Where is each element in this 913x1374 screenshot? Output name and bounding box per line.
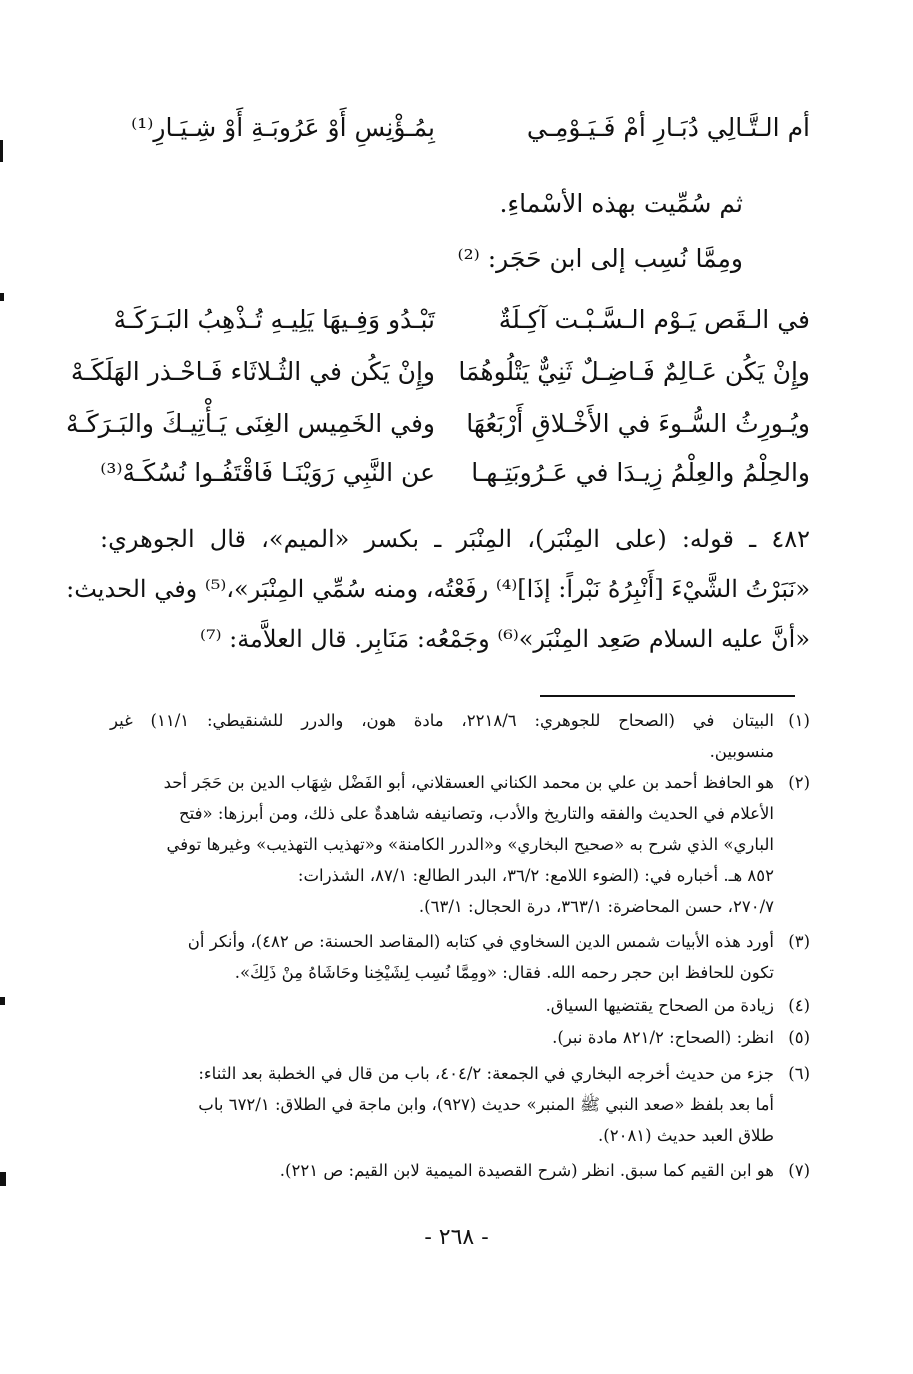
footnote-line: ٢٧٠/٧، حسن المحاضرة: ٣٦٣/١، درة الحجال: ٦٣/١). — [418, 897, 774, 916]
verse-first-hemistich: في الـقَص يَـوْم الـسَّـبْـت آكِـلَةٌ — [498, 305, 810, 334]
verse-second-hemistich: تَبْـدُو وَفِـيهَا يَلِيـهِ تُـذْهِبُ البَـرَكَـهْ — [113, 305, 435, 334]
footnote-number: (٣) — [788, 932, 810, 951]
verse-first-hemistich: وإِنْ يَكُن عَـالِمٌ فَـاضِـلٌ ثَنِيٌّ يَتْلُوهُمَا — [458, 357, 810, 386]
footnote — [110, 990, 810, 1021]
text-line: ومِمَّا نُسِب إلى ابن حَجَر: ⁽²⁾ — [457, 244, 743, 273]
footnote-line: الأعلام في الحديث والفقه والتاريخ والأدب، وتصانيفه شاهدةٌ على ذلك، ومن أبرزها: «فتح — [179, 804, 774, 823]
footnote-line: (١)البيتان في (الصحاح للجوهري: ٢٢١٨/٦، مادة هون، والدرر للشنقيطي: ١١/١) غير — [110, 705, 810, 736]
paragraph-line: «أنَّ عليه السلام صَعِد المِنْبَر»⁽⁶⁾ وجَمْعُه: مَنَابِر. قال العلاَّمة: ⁽⁷⁾ — [200, 625, 810, 653]
footnote — [110, 705, 810, 767]
paragraph-line: «نَبَرْتُ الشَّيْءَ [أَنْبِرُهُ نَبْراً: إذَا]⁽⁴⁾ رفَعْتُه، ومنه سُمِّي المِنْبَر»،⁽⁵⁾ وفي الحديث: — [66, 575, 810, 603]
scan-edge-mark — [0, 1172, 6, 1186]
verse-row — [100, 448, 810, 498]
verse-second-hemistich: وإِنْ يَكُن في الثُـلاثَاء فَـاحْـذر الهَلَكَـهْ — [70, 357, 435, 386]
verse-first-hemistich: أم الـتَّـالِي دُبَـارِ أمْ فَـيَـوْمِـي — [526, 113, 810, 142]
footnote-line: (٥)انظر: (الصحاح: ٨٢١/٢ مادة نبر). — [110, 1022, 810, 1053]
footnote-number: (٤) — [788, 996, 810, 1015]
verse-row — [66, 399, 810, 449]
verse-first-hemistich: والحِلْمُ والعِلْمُ زِيـدَا في عَـرُوبَتِـهـا — [471, 458, 810, 487]
footnote-number: (٦) — [788, 1064, 810, 1083]
footnote-line: ٨٥٢ هـ. أخباره في: (الضوء اللامع: ٣٦/٢، البدر الطالع: ٨٧/١، الشذرات: — [297, 866, 774, 885]
footnote-number: (١) — [788, 711, 810, 730]
verse-row — [100, 103, 810, 153]
footnote — [110, 926, 810, 988]
paragraph-line: ٤٨٢ ـ قوله: (على المِنْبَر)، المِنْبَر ـ بكسر «الميم»، قال الجوهري: — [100, 525, 810, 553]
footnote-line: تكون للحافظ ابن حجر رحمه الله. فقال: «ومِمَّا نُسِب لِشَيْخِنا وحَاشَاهُ مِنْ ذَلِكَ». — [234, 963, 774, 982]
text-line: ثم سُمِّيت بهذه الأسْماءِ. — [499, 189, 743, 218]
scan-edge-mark — [0, 997, 5, 1005]
footnote-number: (٥) — [788, 1028, 810, 1047]
footnote-line: طلاق العبد حديث (٢٠٨١). — [598, 1126, 774, 1145]
footnote-line: (٧)هو ابن القيم كما سبق. انظر (شرح القصيدة الميمية لابن القيم: ص ٢٢١). — [110, 1155, 810, 1186]
footnote-line: (٣)أورد هذه الأبيات شمس الدين السخاوي في كتابه (المقاصد الحسنة: ص ٤٨٢)، وأنكر أن — [110, 926, 810, 957]
footnote-line: الباري» الذي شرح به «صحيح البخاري» و«الدرر الكامنة» و«تهذيب التهذيب» وغيرها توفي — [166, 835, 774, 854]
footnote-line: (٢)هو الحافظ أحمد بن علي بن محمد الكناني العسقلاني، أبو الفَضْل شِهَاب الدين بن حَجَر أحد — [110, 767, 810, 798]
footnote-separator — [540, 695, 795, 697]
footnote-line: (٤)زيادة من الصحاح يقتضيها السياق. — [110, 990, 810, 1021]
verse-second-hemistich: عن النَّبِي رَوَيْنَـا فَاقْتَفُـوا نُسُكَـهْ⁽³⁾ — [100, 458, 435, 487]
page-number: - ٢٦٨ - — [424, 1225, 489, 1250]
footnote — [110, 1022, 810, 1053]
verse-second-hemistich: وفي الخَمِيس الغِنَى يَـأْتِيـكَ والبَـرَكَـهْ — [66, 409, 435, 438]
footnote-line: أما بعد بلفظ «صعد النبي ﷺ المنبر» حديث (٩٢٧)، وابن ماجة في الطلاق: ٦٧٢/١ باب — [198, 1095, 774, 1114]
footnote-line: منسوبين. — [709, 742, 774, 761]
footnote-number: (٧) — [788, 1161, 810, 1180]
footnote — [110, 1155, 810, 1186]
footnote — [110, 767, 810, 922]
footnote-number: (٢) — [788, 773, 810, 792]
verse-row — [100, 295, 810, 345]
scan-edge-mark — [0, 140, 3, 162]
verse-first-hemistich: ويُـورِثُ السُّـوءَ في الأَخْـلاقِ أَرْبَعُهَا — [466, 409, 810, 438]
footnote-line: (٦)جزء من حديث أخرجه البخاري في الجمعة: ٤٠٤/٢، باب من قال في الخطبة بعد الثناء: — [110, 1058, 810, 1089]
footnote — [110, 1058, 810, 1151]
verse-second-hemistich: بِمُـؤْنِسِ أَوْ عَرُوبَـةِ أَوْ شِـيَـارِ⁽¹⁾ — [131, 113, 435, 142]
verse-row — [70, 347, 810, 397]
scan-edge-mark — [0, 293, 4, 301]
